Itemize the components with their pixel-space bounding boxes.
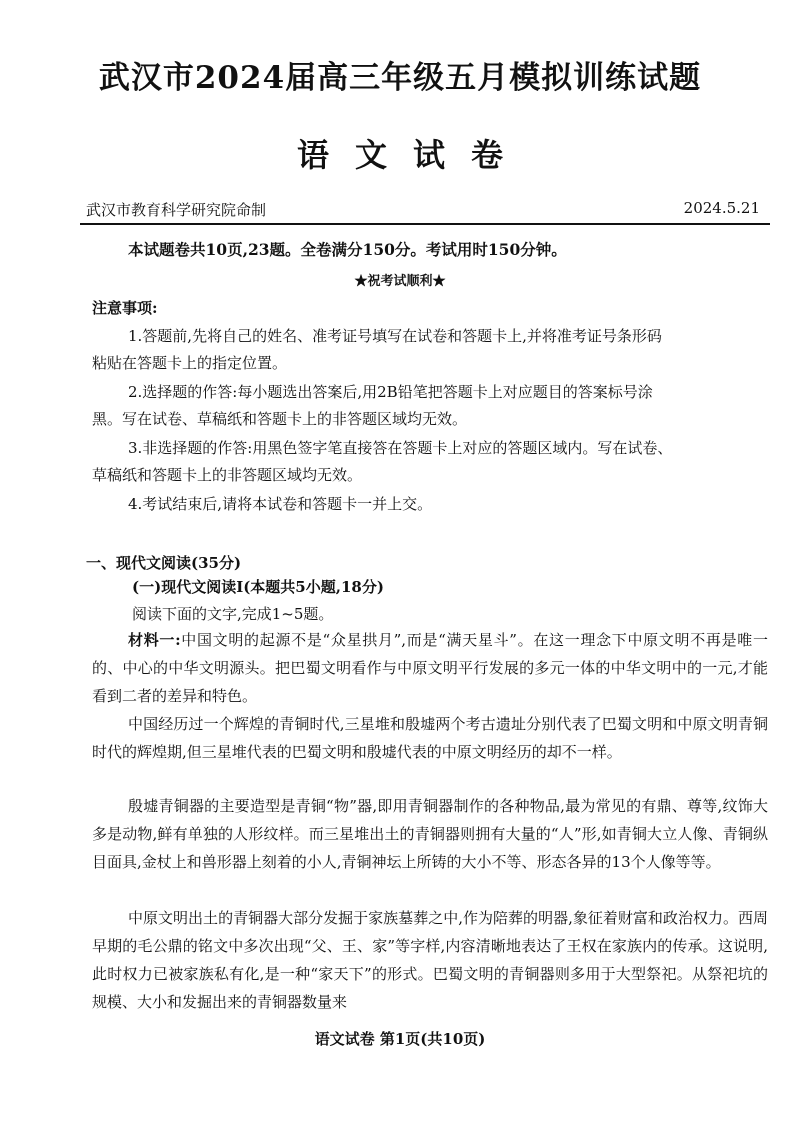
notice-line: 4.考试结束后,请将本试卷和答题卡一并上交。 [128,495,433,513]
reading-instruction: 阅读下面的文字,完成1~5题。 [132,605,334,623]
exam-title: 武汉市2024届高三年级五月模拟训练试题 [98,60,702,96]
header-divider [80,223,770,225]
exam-info: 本试题卷共10页,23题。全卷满分150分。考试用时150分钟。 [128,240,567,259]
exam-subtitle: 语文试卷 [296,136,529,174]
notice-heading: 注意事项: [92,299,158,317]
material-label: 材料一: [128,631,181,649]
notice-line: 草稿纸和答题卡上的非答题区域均无效。 [92,466,363,484]
exam-date: 2024.5.21 [683,199,760,217]
notice-line: 1.答题前,先将自己的姓名、准考证号填写在试卷和答题卡上,并将准考证号条形码 [128,327,662,345]
notice-line: 黑。写在试卷、草稿纸和答题卡上的非答题区域均无效。 [92,410,468,428]
notice-line: 3.非选择题的作答:用黑色签字笔直接答在答题卡上对应的答题区域内。写在试卷、 [128,439,673,457]
material-paragraph [92,626,768,710]
notice-line: 2.选择题的作答:每小题选出答案后,用2B铅笔把答题卡上对应题目的答案标号涂 [128,383,653,401]
notice-line: 粘贴在答题卡上的指定位置。 [92,354,288,372]
page-footer: 语文试卷 第1页(共10页) [314,1030,486,1048]
material-paragraph: 殷墟青铜器的主要造型是青铜“物”器,即用青铜器制作的各种物品,最为常见的有鼎、尊等,纹饰大多是动物,鲜有单独的人形纹样。而三星堆出土的青铜器则拥有大量的“人”形,如青铜大立人像、青铜纵目面具,金杖上和兽形器上刻着的小人,青铜神坛上所铸的大小不等、形态各异的13个人像等等。 [92,797,768,871]
good-luck-line: ★祝考试顺利★ [354,274,446,289]
subsection-title: (一)现代文阅读Ⅰ(本题共5小题,18分) [132,578,384,596]
paragraph-text: 中国文明的起源不是“众星拱月”,而是“满天星斗”。在这一理念下中原文明不再是唯一的、中心的中华文明源头。把巴蜀文明看作与中原文明平行发展的多元一体的中华文明中的一元,才能看到二者的差异和特色。 [92,631,768,705]
material-paragraph: 中原文明出土的青铜器大部分发掘于家族墓葬之中,作为陪葬的明器,象征着财富和政治权力。西周早期的毛公鼎的铭文中多次出现“父、王、家”等字样,内容清晰地表达了王权在家族内的传承。这说明,此时权力已被家族私有化,是一种“家天下”的形式。巴蜀文明的青铜器则多用于大型祭祀。从祭祀坑的规模、大小和发掘出来的青铜器数量来 [92,909,768,1011]
issuer: 武汉市教育科学研究院命制 [86,201,267,219]
section-title: 一、现代文阅读(35分) [86,554,242,572]
material-paragraph: 中国经历过一个辉煌的青铜时代,三星堆和殷墟两个考古遗址分别代表了巴蜀文明和中原文明青铜时代的辉煌期,但三星堆代表的巴蜀文明和殷墟代表的中原文明经历的却不一样。 [92,715,768,761]
